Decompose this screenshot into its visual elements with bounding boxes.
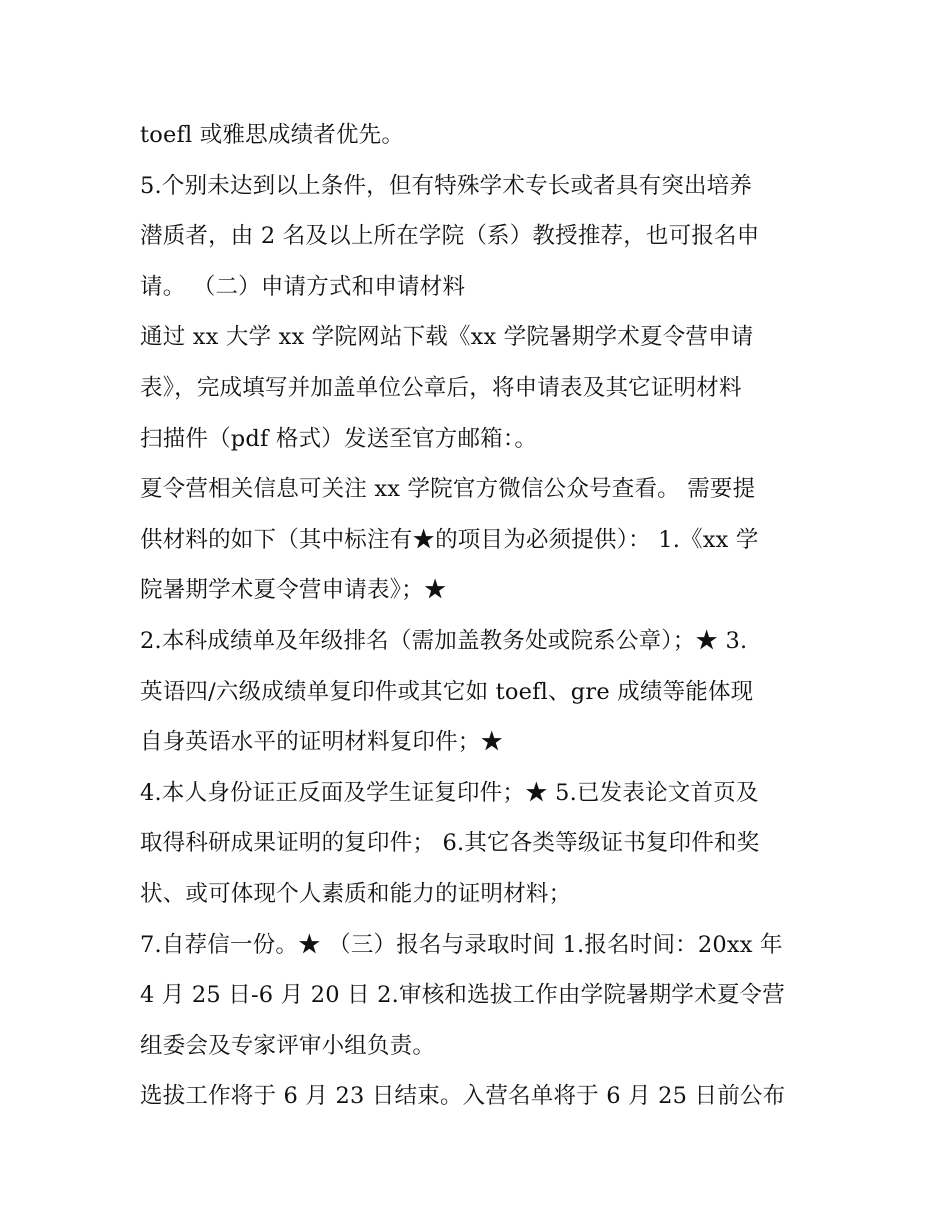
text-line-20: 选拔工作将于 6 月 23 日结束。入营名单将于 6 月 25 日前公布 [140, 1083, 786, 1110]
text-line-19: 组委会及专家评审小组负责。 [140, 1032, 436, 1059]
text-line-9: 供材料的如下（其中标注有★的项目为必须提供）： 1.《xx 学 [140, 526, 759, 553]
text-line-11: 2.本科成绩单及年级排名（需加盖教务处或院系公章）；★ 3. [140, 627, 748, 654]
text-line-4: 请。 （二）申请方式和申请材料 [140, 273, 466, 300]
text-line-17: 7.自荐信一份。★ （三）报名与录取时间 1.报名时间：20xx 年 [140, 931, 783, 958]
text-line-12: 英语四/六级成绩单复印件或其它如 toefl、gre 成绩等能体现 [140, 678, 754, 705]
text-line-14: 4.本人身份证正反面及学生证复印件；★ 5.已发表论文首页及 [140, 779, 759, 806]
text-line-1: toefl 或雅思成绩者优先。 [140, 122, 405, 148]
text-line-5: 通过 xx 大学 xx 学院网站下载《xx 学院暑期学术夏令营申请 [140, 324, 754, 351]
text-line-13: 自身英语水平的证明材料复印件；★ [140, 729, 504, 756]
text-line-15: 取得科研成果证明的复印件； 6.其它各类等级证书复印件和奖 [140, 830, 760, 857]
text-line-8: 夏令营相关信息可关注 xx 学院官方微信公众号查看。 需要提 [140, 476, 756, 503]
text-line-16: 状、或可体现个人素质和能力的证明材料； [140, 880, 572, 907]
text-line-3: 潜质者，由 2 名及以上所在学院（系）教授推荐，也可报名申 [140, 223, 760, 250]
text-line-18: 4 月 25 日-6 月 20 日 2.审核和选拔工作由学院暑期学术夏令营 [140, 982, 785, 1009]
document-body [140, 110, 820, 1122]
text-line-10: 院暑期学术夏令营申请表》；★ [140, 577, 447, 604]
text-line-6: 表》，完成填写并加盖单位公章后，将申请表及其它证明材料 [140, 374, 742, 401]
text-line-2: 5.个别未达到以上条件，但有特殊学术专长或者具有突出培养 [140, 172, 753, 199]
text-line-7: 扫描件（pdf 格式）发送至官方邮箱：。 [140, 425, 538, 452]
